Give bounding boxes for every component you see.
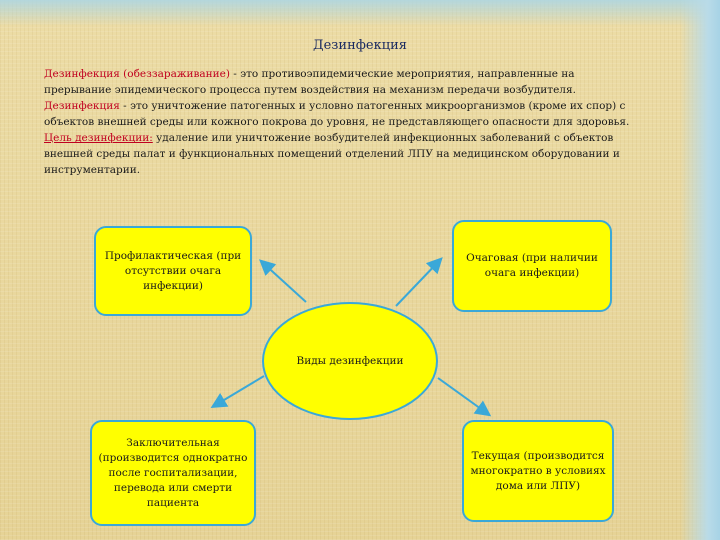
definition-term-3: Цель дезинфекции: — [44, 132, 153, 144]
node-center-types: Виды дезинфекции — [262, 302, 438, 420]
definition-body-3: удаление или уничтожение возбудителей инфекционных заболеваний с объектов внешней среды палат и функциональных помещений отделений ЛПУ на медицинском оборудовании и инструментарии. — [44, 132, 620, 176]
node-focal: Очаговая (при наличии очага инфекции) — [452, 220, 612, 312]
arrow-to-top-left — [262, 262, 306, 302]
definition-term-2: Дезинфекция — [44, 100, 120, 112]
arrow-to-bottom-right — [438, 378, 488, 414]
node-final: Заключительная (производится однократно после госпитализации, перевода или смерти пациента — [90, 420, 256, 526]
definition-term-1: Дезинфекция (обеззараживание) — [44, 68, 230, 80]
arrow-to-top-right — [396, 260, 440, 306]
arrow-to-bottom-left — [214, 376, 264, 406]
node-current: Текущая (производится многократно в условиях дома или ЛПУ) — [462, 420, 614, 522]
slide-title: Дезинфекция — [313, 38, 407, 53]
definition-body-1: - это противоэпидемические мероприятия, направленные на прерывание эпидемического процесса путем воздействия на механизм передачи возбудителя. — [44, 68, 576, 96]
definition-body-2: - это уничтожение патогенных и условно патогенных микроорганизмов (кроме их спор) с объектов внешней среды или кожного покрова до уровня, не представляющего опасности для здоровья. — [44, 100, 630, 128]
node-prophylactic: Профилактическая (при отсутствии очага инфекции) — [94, 226, 252, 316]
